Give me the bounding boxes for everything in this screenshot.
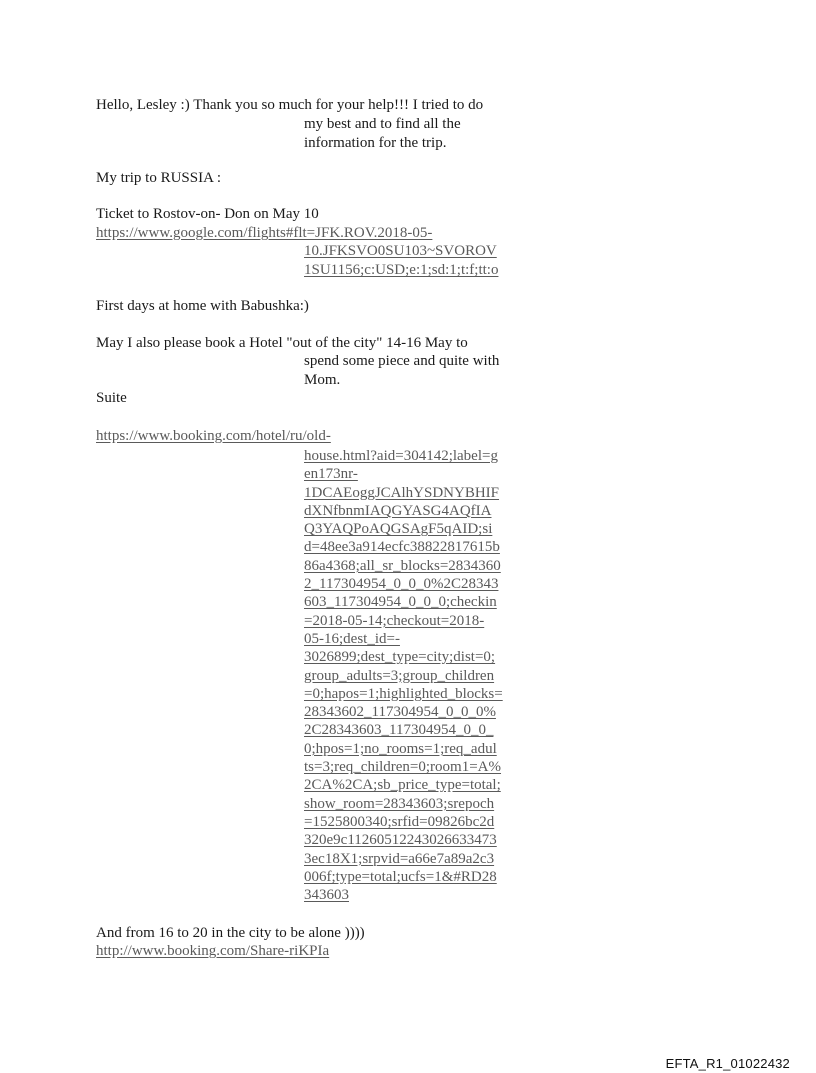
booking-link-line[interactable]: 05-16;dest_id=- (304, 630, 400, 647)
booking-link-line[interactable]: en173nr- (304, 466, 358, 483)
booking-link-line[interactable]: 2_117304954_0_0_0%2C28343 (304, 576, 499, 593)
flight-link-line-2[interactable]: 10.JFKSVO0SU103~SVOROV (304, 243, 497, 259)
first-days-text: First days at home with Babushka:) (96, 298, 309, 314)
booking-link-line[interactable]: 3026899;dest_type=city;dist=0; (304, 649, 496, 666)
booking-link-line[interactable]: =2018-05-14;checkout=2018- (304, 612, 485, 629)
hotel-request-line-1: May I also please book a Hotel "out of the city" 14-16 May to (96, 335, 468, 351)
suite-label: Suite (96, 390, 127, 406)
booking-link-line[interactable]: dXNfbnmIAQGYASG4AQfIA (304, 502, 492, 519)
booking-link-line[interactable]: 0;hpos=1;no_rooms=1;req_adul (304, 740, 497, 757)
flight-link-line-3[interactable]: 1SU1156;c:USD;e:1;sd:1;t:f;tt:o (304, 262, 499, 278)
booking-link-line[interactable]: 1DCAEoggJCAlhYSDNYBHIF (304, 484, 500, 501)
booking-link-line[interactable]: Q3YAQPoAQGSAgF5qAID;si (304, 521, 493, 538)
city-stay-text: And from 16 to 20 in the city to be alone )))) (96, 925, 365, 941)
city-stay-link[interactable]: http://www.booking.com/Share-riKPIa (96, 943, 330, 959)
greeting-line-2: my best and to find all the (304, 116, 461, 132)
hotel-request-line-2: spend some piece and quite with (304, 353, 500, 369)
booking-link-line[interactable]: d=48ee3a914ecfc38822817615b (304, 539, 500, 556)
booking-link-line[interactable]: 2CA%2CA;sb_price_type=total; (304, 777, 501, 794)
booking-link-line[interactable]: group_adults=3;group_children (304, 667, 495, 684)
ticket-text: Ticket to Rostov-on- Don on May 10 (96, 206, 319, 222)
booking-link-line[interactable]: =1525800340;srfid=09826bc2d (304, 813, 495, 830)
booking-link-line[interactable]: house.html?aid=304142;label=g (304, 448, 498, 464)
booking-link-line[interactable]: =0;hapos=1;highlighted_blocks= (304, 685, 503, 702)
booking-link-continuation[interactable] (304, 447, 518, 904)
greeting-line-1: Hello, Lesley :) Thank you so much for your help!!! I tried to do (96, 97, 484, 113)
booking-link-line[interactable]: 320e9c11260512243026633473 (304, 832, 497, 849)
booking-link-line[interactable]: 343603 (304, 887, 349, 904)
flight-link-line-1[interactable]: https://www.google.com/flights#flt=JFK.ROV.2018-05- (96, 225, 433, 241)
booking-link-line[interactable]: ts=3;req_children=0;room1=A% (304, 759, 502, 776)
booking-link-line[interactable]: 603_117304954_0_0_0;checkin (304, 594, 497, 611)
greeting-line-3: information for the trip. (304, 135, 447, 151)
booking-link-line[interactable]: 86a4368;all_sr_blocks=2834360 (304, 557, 501, 574)
booking-link-line[interactable]: 3ec18X1;srpvid=a66e7a89a2c3 (304, 850, 495, 867)
booking-link-line[interactable]: show_room=28343603;srepoch (304, 795, 495, 812)
booking-link-first-line[interactable]: https://www.booking.com/hotel/ru/old- (96, 428, 331, 444)
booking-link-line[interactable]: 28343602_117304954_0_0_0% (304, 704, 496, 721)
trip-heading: My trip to RUSSIA : (96, 170, 222, 186)
hotel-request-line-3: Mom. (304, 372, 341, 388)
document-id-label: EFTA_R1_01022432 (665, 1056, 790, 1071)
booking-link-line[interactable]: 006f;type=total;ucfs=1&#RD28 (304, 868, 497, 885)
booking-link-line[interactable]: 2C28343603_117304954_0_0_ (304, 722, 494, 739)
